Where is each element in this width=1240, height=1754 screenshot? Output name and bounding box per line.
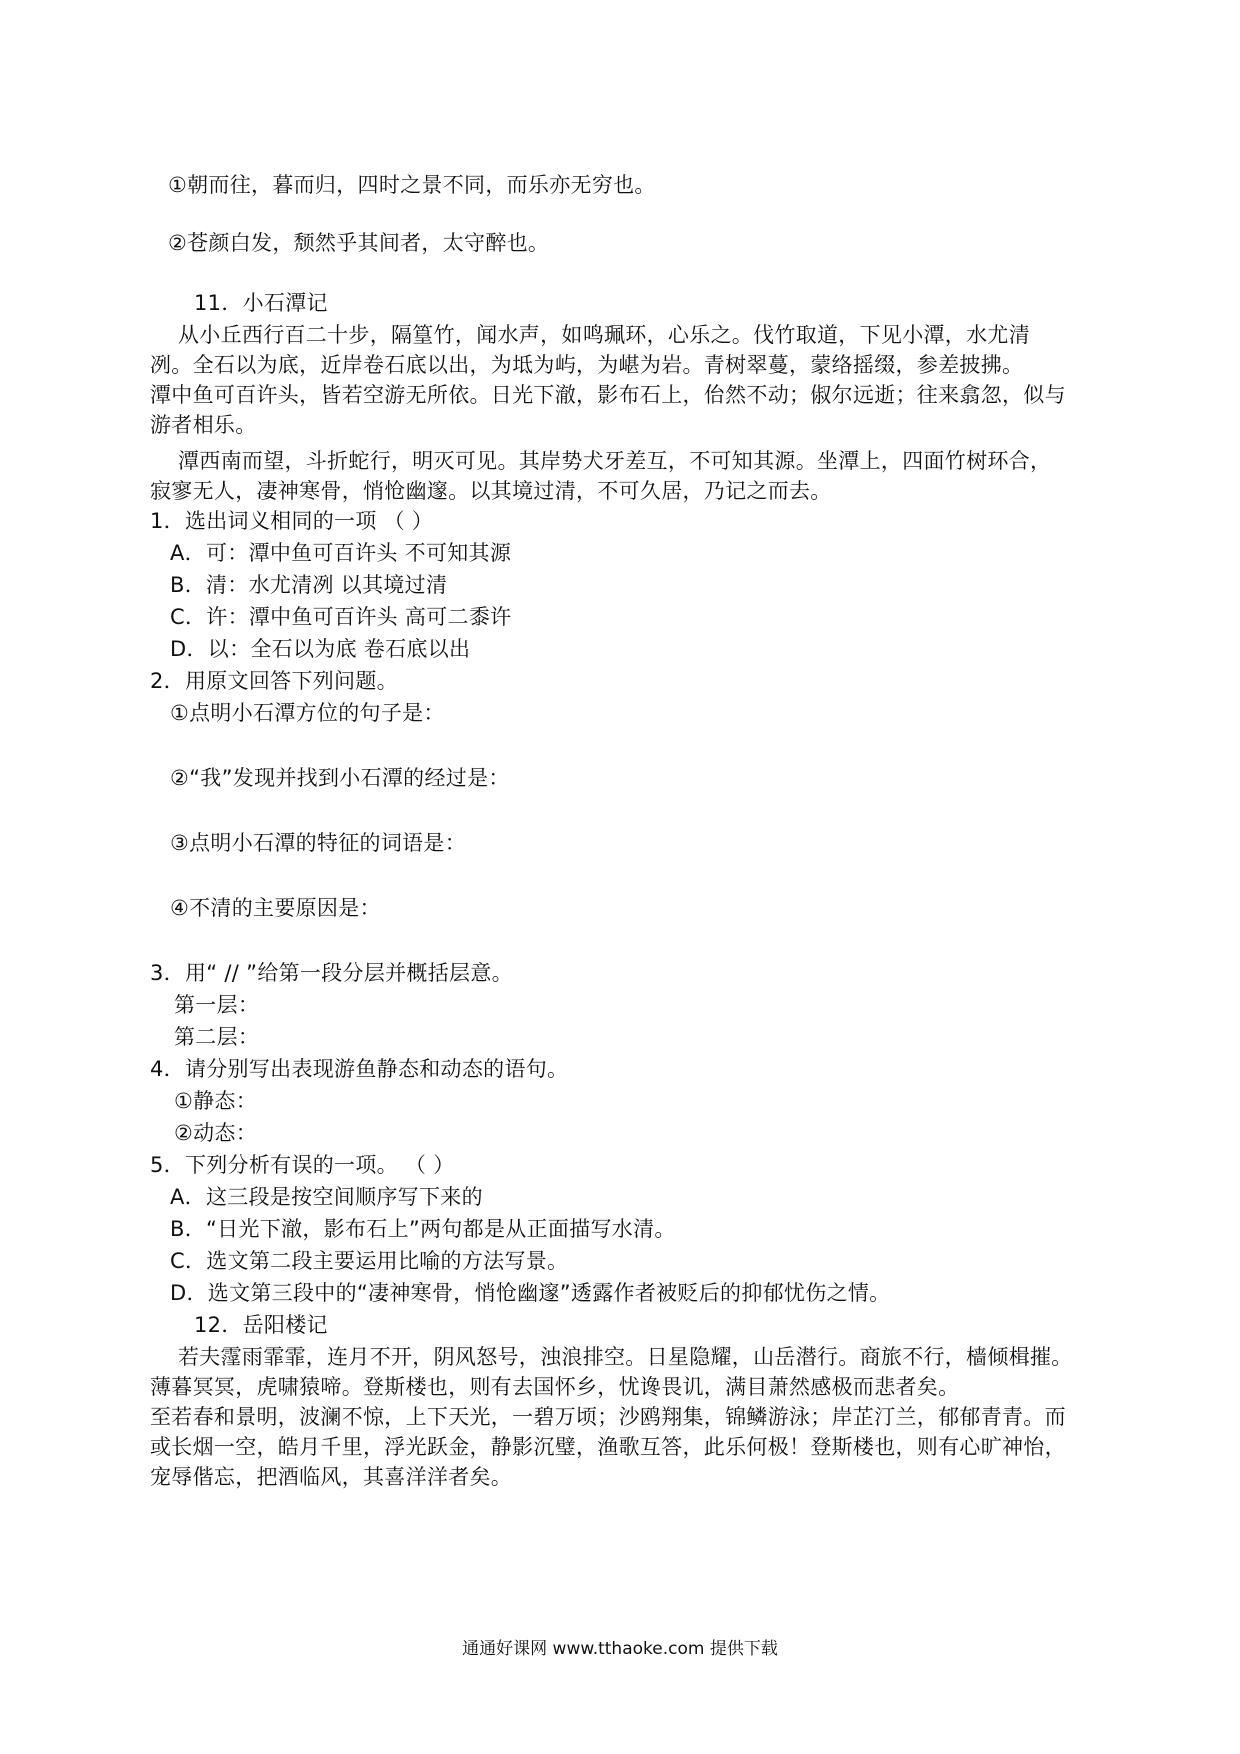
question-5-option-a: A．这三段是按空间顺序写下来的 — [170, 1185, 483, 1209]
question-1-option-d: D．以：全石以为底 卷石底以出 — [170, 637, 471, 661]
page-footer: 通通好课网 www.tthaoke.com 提供下载 — [462, 1639, 778, 1659]
section-12-passage-line: 薄暮冥冥，虎啸猿啼。登斯楼也，则有去国怀乡，忧谗畏讥，满目萧然感极而悲者矣。 — [150, 1375, 960, 1399]
section-11-passage-line: 冽。全石以为底，近岸卷石底以出，为坻为屿，为嵁为岩。青树翠蔓，蒙络摇缀，参差披拂。 — [150, 353, 1024, 377]
question-5: 5．下列分析有误的一项。 （ ） — [150, 1153, 455, 1177]
section-11-passage-line: 寂寥无人，凄神寒骨，悄怆幽邃。以其境过清，不可久居，乃记之而去。 — [150, 479, 832, 503]
question-4: 4．请分别写出表现游鱼静态和动态的语句。 — [150, 1057, 569, 1081]
question-3-layer-1: 第一层： — [174, 993, 260, 1017]
question-3: 3．用“ // ”给第一段分层并概括层意。 — [150, 961, 513, 985]
section-11-title: 11．小石潭记 — [194, 291, 328, 315]
section-11-passage-line: 从小丘西行百二十步，隔篁竹，闻水声，如鸣珮环，心乐之。伐竹取道，下见小潭，水尤清 — [178, 323, 1030, 347]
section-12-title: 12．岳阳楼记 — [194, 1313, 328, 1337]
question-1-option-b: B．清：水尤清冽 以其境过清 — [170, 573, 448, 597]
question-2: 2．用原文回答下列问题。 — [150, 669, 398, 693]
section-11-passage-line: 潭中鱼可百许头，皆若空游无所依。日光下澈，影布石上，佁然不动；俶尔远逝；往来翕忽，似与 — [150, 383, 1066, 407]
prev-passage-question-1: ①朝而往，暮而归，四时之景不同，而乐亦无穷也。 — [168, 173, 656, 197]
question-5-option-c: C．选文第二段主要运用比喻的方法写景。 — [170, 1249, 569, 1273]
section-12-passage-line: 至若春和景明，波澜不惊，上下天光，一碧万顷；沙鸥翔集，锦鳞游泳；岸芷汀兰，郁郁青青。而 — [150, 1405, 1066, 1429]
section-12-passage-line: 或长烟一空，皓月千里，浮光跃金，静影沉璧，渔歌互答，此乐何极！登斯楼也，则有心旷神怡， — [150, 1435, 1066, 1459]
question-1-option-a: A．可：潭中鱼可百许头 不可知其源 — [170, 541, 512, 565]
question-5-option-d: D．选文第三段中的“凄神寒骨，悄怆幽邃”透露作者被贬后的抑郁忧伤之情。 — [170, 1281, 891, 1305]
question-2-item-2: ②“我”发现并找到小石潭的经过是： — [170, 766, 510, 790]
section-11-passage-line: 游者相乐。 — [150, 413, 257, 437]
question-3-layer-2: 第二层： — [174, 1025, 260, 1049]
question-2-item-4: ④不清的主要原因是： — [170, 896, 381, 920]
question-4-dynamic: ②动态： — [174, 1121, 258, 1145]
question-2-item-3: ③点明小石潭的特征的词语是： — [170, 831, 467, 855]
section-12-passage-line: 若夫霪雨霏霏，连月不开，阴风怒号，浊浪排空。日星隐耀，山岳潜行。商旅不行，樯倾楫摧。 — [178, 1345, 1073, 1369]
question-5-option-b: B．“日光下澈，影布石上”两句都是从正面描写水清。 — [170, 1217, 676, 1241]
section-12-passage-line: 宠辱偕忘，把酒临风，其喜洋洋者矣。 — [150, 1465, 513, 1489]
section-11-passage-line: 潭西南而望，斗折蛇行，明灭可见。其岸势犬牙差互，不可知其源。坐潭上，四面竹树环合， — [178, 449, 1052, 473]
question-1: 1．选出词义相同的一项 （ ） — [150, 509, 434, 533]
question-1-option-c: C．许：潭中鱼可百许头 高可二黍许 — [170, 605, 512, 629]
prev-passage-question-2: ②苍颜白发，颓然乎其间者，太守醉也。 — [168, 231, 550, 255]
question-2-item-1: ①点明小石潭方位的句子是： — [170, 701, 445, 725]
question-4-static: ①静态： — [174, 1089, 258, 1113]
